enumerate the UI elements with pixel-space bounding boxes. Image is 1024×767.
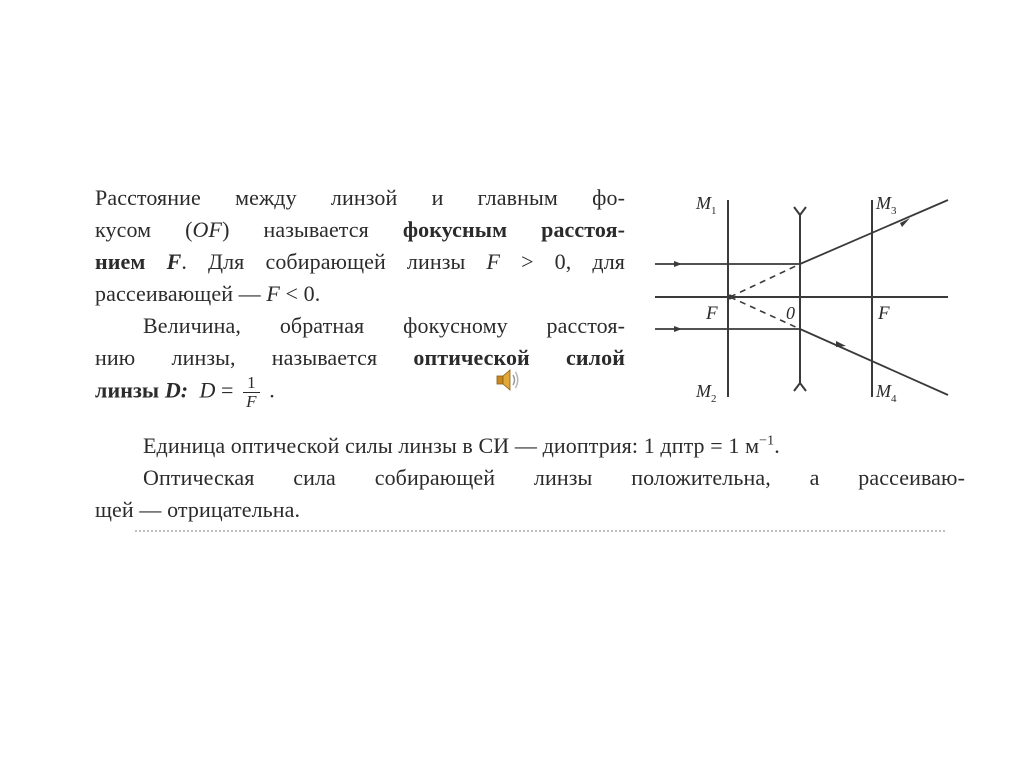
p3-line-3: щей — отрицательна.: [95, 497, 301, 522]
label-m2: $M_2$: [696, 381, 717, 405]
p1-line-3: нием F. Для собирающей линзы F > 0, для: [95, 249, 625, 274]
label-focus-right: F: [878, 303, 890, 324]
paragraph-focal-distance: [95, 182, 625, 310]
speaker-icon[interactable]: [495, 366, 521, 394]
virtual-ray-top: [730, 264, 800, 297]
cropped-text-edge: [135, 530, 945, 536]
label-center: 0: [786, 303, 795, 323]
label-focus-left: F: [706, 303, 718, 324]
refracted-ray-bottom: [800, 329, 948, 395]
p1-line-1: Расстояние между линзой и главным фо-: [95, 185, 625, 210]
p2-line-3: линзы D: D = $\frac{1}{F}$ .: [95, 373, 275, 411]
paragraph-diopter: [95, 430, 965, 526]
p3-line-2: Оптическая сила собирающей линзы положительна, а рассеиваю-: [143, 465, 965, 490]
term-optical-power: оптической силой: [413, 345, 625, 370]
refracted-ray-top: [800, 200, 948, 264]
label-m4: $M_4$: [876, 381, 897, 405]
focus-point: [728, 295, 733, 300]
p3-line-1: Единица оптической силы линзы в СИ — диоптрия: 1 дптр = 1 $м^{-1}$.: [143, 433, 780, 458]
lens-diagram: [650, 185, 960, 420]
paragraph-optical-power: [95, 310, 625, 411]
label-m1: $M_1$: [696, 193, 717, 217]
p2-line-2: нию линзы, называется оптической силой: [95, 345, 625, 370]
p2-line-1: Величина, обратная фокусному расстоя-: [143, 313, 625, 338]
p1-line-2: кусом (OF) называется фокусным расстоя-: [95, 217, 626, 242]
term-focal-distance: фокусным расстоя-: [402, 217, 626, 242]
label-m3: $M_3$: [876, 193, 897, 217]
p1-line-4: рассеивающей — F < 0.: [95, 281, 321, 306]
formula-fraction: $\frac{1}{F}$: [243, 374, 259, 411]
